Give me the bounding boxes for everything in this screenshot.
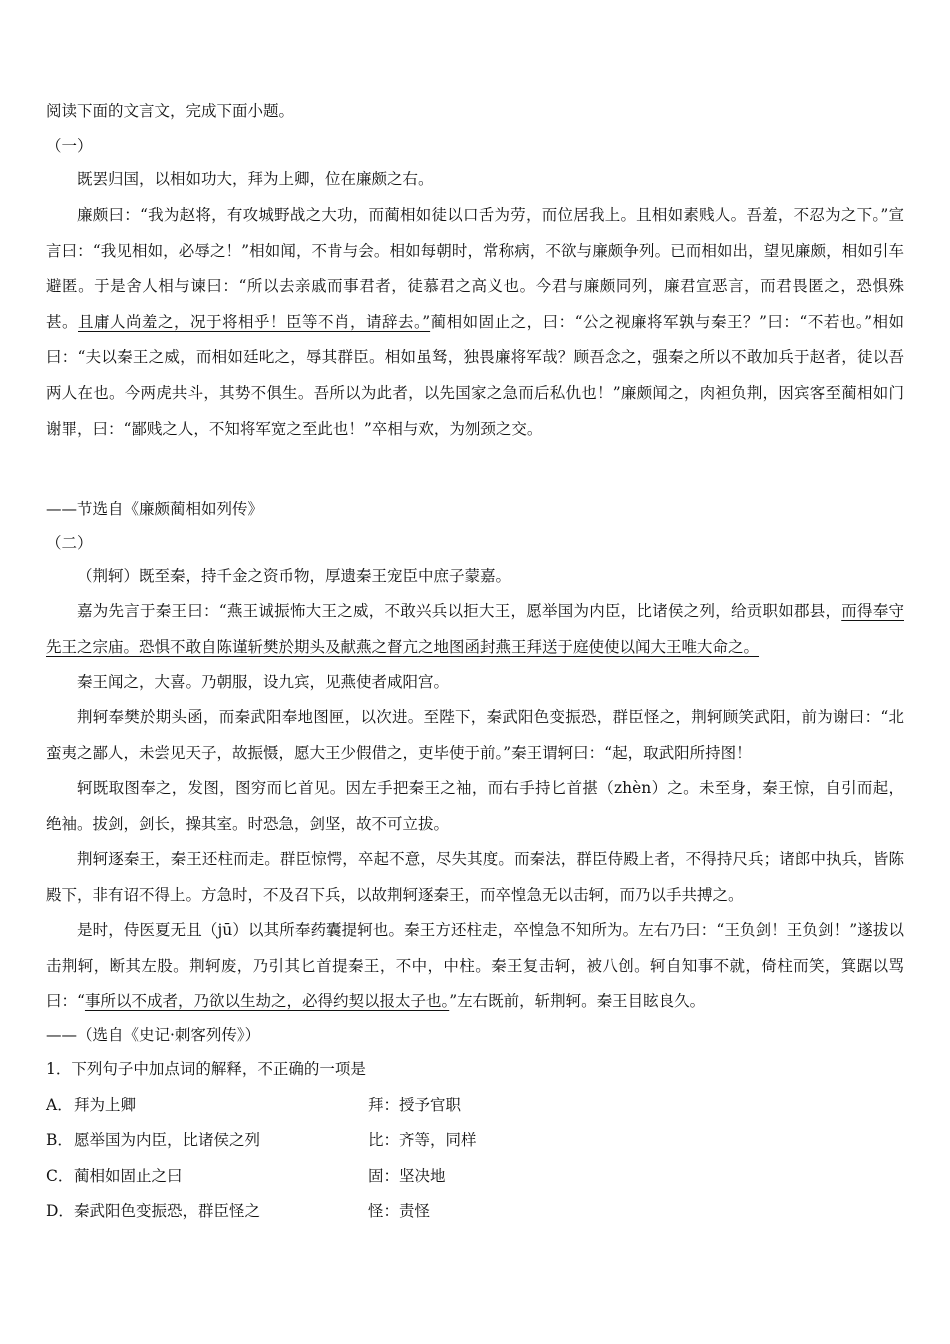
passage-two-paragraph-3: 秦王闻之，大喜。乃朝服，设九宾，见燕使者咸阳宫。: [77, 673, 450, 691]
option-a: [46, 1093, 904, 1117]
option-sentence: 蔺相如固止之曰: [74, 1167, 183, 1185]
option-explanation: 比：齐等，同样: [368, 1131, 477, 1149]
option-explanation: 怪：责怪: [368, 1202, 431, 1220]
passage-two-source: ——（选自《史记·刺客列传》）: [46, 1026, 261, 1044]
passage-two-text-a: 嘉为先言于秦王曰：“燕王诚振怖大王之威，不敢兴兵以拒大王，愿举国为内臣，比诸侯之列，给贡职如郡县，: [77, 602, 842, 620]
option-key: B．: [46, 1131, 73, 1149]
option-key: C．: [46, 1167, 74, 1185]
reading-instruction: 阅读下面的文言文，完成下面小题。: [46, 102, 295, 120]
option-b: [46, 1128, 904, 1152]
passage-one-source: ——节选自《廉颇蔺相如列传》: [46, 500, 264, 518]
option-sentence: 拜为上卿: [74, 1096, 137, 1114]
option-d: [46, 1199, 904, 1223]
passage-two-paragraph-7: [46, 913, 904, 1020]
passage-two-text-c: 是时，侍医夏无且（jū）以其所奉药囊提轲也。秦王方还柱走，卒惶急不知所为。左右乃曰：“王负剑！王负剑！”遂拔以击荆轲，断其左股。荆轲废，乃引其匕首提秦王，不中，中柱。秦王复击轲，被八创。轲自知事不就，倚柱而笑，箕踞以骂曰：“: [46, 921, 904, 1011]
passage-two-paragraph-2: [46, 594, 904, 665]
option-c: [46, 1164, 904, 1188]
passage-two-text-d: ”左右既前，斩荆轲。秦王目眩良久。: [449, 992, 706, 1011]
option-key: D．: [46, 1202, 74, 1220]
passage-two-paragraph-5: 轲既取图奉之，发图，图穷而匕首见。因左手把秦王之袖，而右手持匕首揕（zhèn）之。未至身，秦王惊，自引而起，绝袖。拔剑，剑长，操其室。时恐急，剑坚，故不可立拔。: [46, 779, 904, 833]
underlined-sentence-2: 而得奉守先王之宗庙。恐惧不敢自陈谨斩樊於期头及献燕之督亢之地图函封燕王拜送于庭使使以闻大王唯大命之。: [46, 602, 904, 656]
option-sentence: 愿举国为内臣，比诸侯之列: [74, 1131, 261, 1149]
option-explanation: 固：坚决地: [368, 1167, 446, 1185]
passage-two-label: （二）: [46, 534, 93, 552]
passage-two-paragraph-4: 荆轲奉樊於期头函，而秦武阳奉地图匣，以次进。至陛下，秦武阳色变振恐，群臣怪之，荆轲顾笑武阳，前为谢曰：“北蛮夷之鄙人，未尝见天子，故振慑，愿大王少假借之，吏毕使于前。”秦王谓轲曰：“起，取武阳所持图！: [46, 708, 904, 762]
option-explanation: 拜：授予官职: [368, 1096, 462, 1114]
passage-two-paragraph-6: 荆轲逐秦王，秦王还柱而走。群臣惊愕，卒起不意，尽失其度。而秦法，群臣侍殿上者，不得持尺兵；诸郎中执兵，皆陈殿下，非有诏不得上。方急时，不及召下兵，以故荆轲逐秦王，而卒惶急无以击轲，而乃以手共搏之。: [46, 850, 904, 904]
passage-one-paragraph-2: [46, 198, 904, 447]
passage-one-paragraph-1: 既罢归国，以相如功大，拜为上卿，位在廉颇之右。: [77, 170, 434, 188]
passage-one-text-a: 廉颇曰：“我为赵将，有攻城野战之大功，而蔺相如徒以口舌为劳，而位居我上。且相如素贱人。吾羞，不忍为之下。”宣言曰：“我见相如，必辱之！”相如闻，不肯与会。相如每朝时，常称病，不欲与廉颇争列。已而相如出，望见廉颇，相如引车避匿。于是舍人相与谏曰：“所以去亲戚而事君者，徒慕君之高义也。今君与廉颇同列，廉君宣恶言，而君畏匿之，恐惧殊甚。: [46, 206, 904, 331]
passage-one-text-b: 蔺相如固止之，曰：“公之视廉将军孰与秦王？”曰：“不若也。”相如曰：“夫以秦王之威，而相如廷叱之，辱其群臣。相如虽驽，独畏廉将军哉？顾吾念之，强秦之所以不敢加兵于赵者，徒以吾两人在也。今两虎共斗，其势不俱生。吾所以为此者，以先国家之急而后私仇也！”廉颇闻之，肉袒负荆，因宾客至蔺相如门谢罪，曰：“鄙贱之人，不知将军宽之至此也！”卒相与欢，为刎颈之交。: [46, 312, 904, 438]
underlined-sentence-3: 事所以不成者，乃欲以生劫之，必得约契以报太子也。: [84, 992, 450, 1011]
underlined-sentence-1: 且庸人尚羞之，况于将相乎！臣等不肖，请辞去。”: [78, 312, 431, 331]
passage-two-paragraph-1: （荆轲）既至秦，持千金之资币物，厚遗秦王宠臣中庶子蒙嘉。: [77, 567, 512, 585]
option-key: A．: [46, 1096, 73, 1114]
passage-one-label: （一）: [46, 137, 93, 155]
option-sentence: 秦武阳色变振恐，群臣怪之: [74, 1202, 261, 1220]
question-stem: 1．下列句子中加点词的解释，不正确的一项是: [46, 1060, 366, 1078]
